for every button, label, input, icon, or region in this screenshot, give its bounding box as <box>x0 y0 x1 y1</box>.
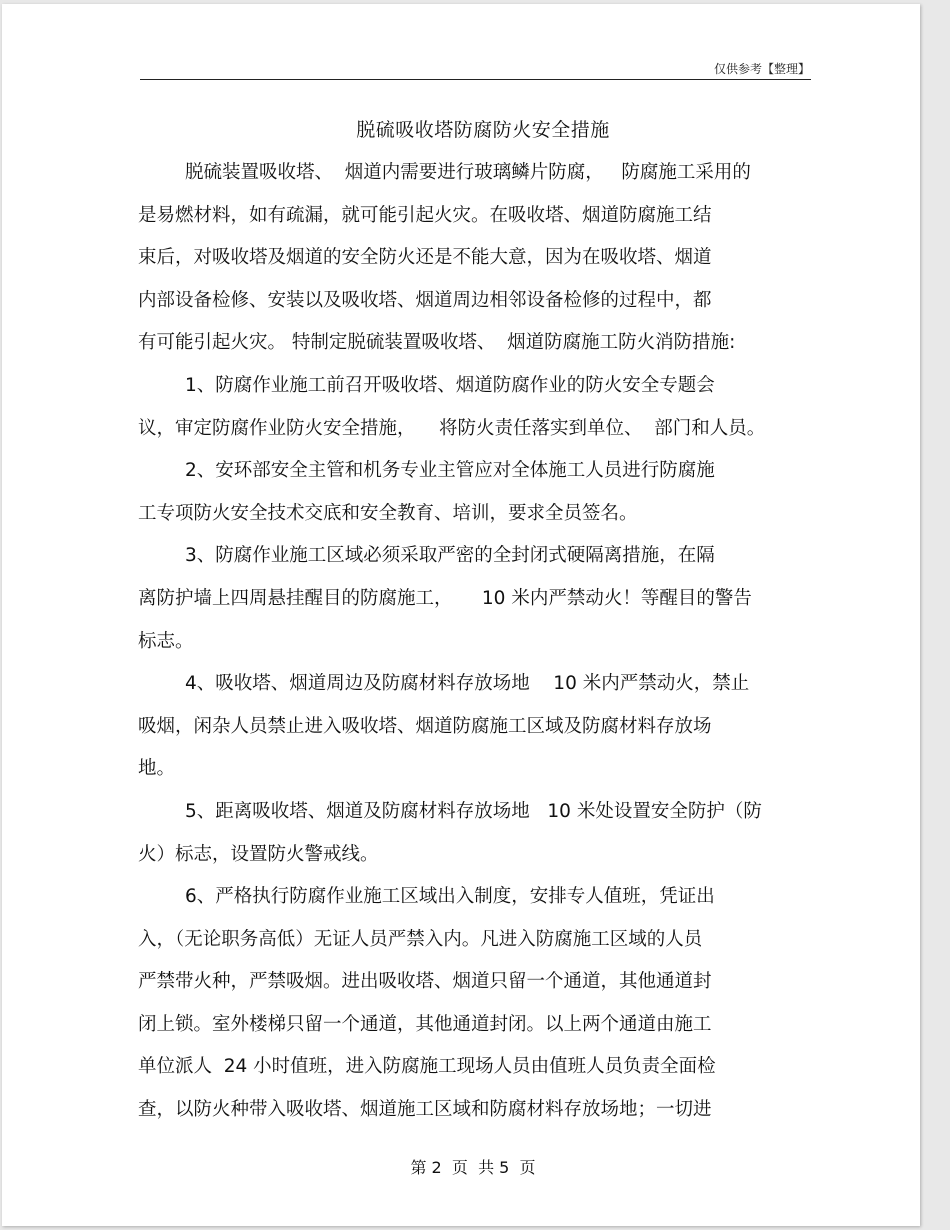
body-line: 单位派人 24 小时值班，进入防腐施工现场人员由值班人员负责全面检 <box>138 1056 716 1078</box>
body-line: 严禁带火种，严禁吸烟。进出吸收塔、烟道只留一个通道，其他通道封 <box>138 971 712 993</box>
body-line: 4、吸收塔、烟道周边及防腐材料存放场地 10 米内严禁动火，禁止 <box>185 673 750 695</box>
body-line: 内部设备检修、安装以及吸收塔、烟道周边相邻设备检修的过程中，都 <box>138 289 712 311</box>
body-line: 有可能引起火灾。 特制定脱硫装置吸收塔、 烟道防腐施工防火消防措施: <box>138 332 736 354</box>
body-line: 束后，对吸收塔及烟道的安全防火还是不能大意，因为在吸收塔、烟道 <box>138 247 712 269</box>
header-note: 仅供参考【整理】 <box>713 62 810 76</box>
body-line: 1、防腐作业施工前召开吸收塔、烟道防腐作业的防火安全专题会 <box>185 374 715 396</box>
body-line: 5、距离吸收塔、烟道及防腐材料存放场地 10 米处设置安全防护（防 <box>185 800 762 822</box>
body-line: 3、防腐作业施工区域必须采取严密的全封闭式硬隔离措施，在隔 <box>185 545 715 567</box>
body-line: 火）标志，设置防火警戒线。 <box>138 843 379 865</box>
body-line: 闭上锁。室外楼梯只留一个通道，其他通道封闭。以上两个通道由施工 <box>138 1013 712 1035</box>
body-line: 议，审定防腐作业防火安全措施， 将防火责任落实到单位、 部门和人员。 <box>138 417 766 439</box>
body-line: 地。 <box>138 758 176 780</box>
header-rule <box>140 79 811 80</box>
body-line: 查，以防火种带入吸收塔、烟道施工区域和防腐材料存放场地；一切进 <box>138 1099 712 1121</box>
page-footer: 第 2 页 共 5 页 <box>410 1158 536 1177</box>
body-line: 2、安环部安全主管和机务专业主管应对全体施工人员进行防腐施 <box>185 460 715 482</box>
body-line: 吸烟，闲杂人员禁止进入吸收塔、烟道防腐施工区域及防腐材料存放场 <box>138 715 712 737</box>
body-line: 脱硫装置吸收塔、 烟道内需要进行玻璃鳞片防腐， 防腐施工采用的 <box>185 162 751 183</box>
body-line: 是易燃材料，如有疏漏，就可能引起火灾。在吸收塔、烟道防腐施工结 <box>138 204 712 226</box>
body-line: 6、严格执行防腐作业施工区域出入制度，安排专人值班，凭证出 <box>185 886 715 908</box>
body-line: 离防护墙上四周悬挂醒目的防腐施工， 10 米内严禁动火！等醒目的警告 <box>138 587 752 609</box>
body-line: 标志。 <box>138 630 194 652</box>
body-line: 入，（无论职务高低）无证人员严禁入内。凡进入防腐施工区域的人员 <box>138 928 703 950</box>
body-line: 工专项防火安全技术交底和安全教育、培训，要求全员签名。 <box>138 502 638 524</box>
document-body <box>138 152 818 1132</box>
document-title: 脱硫吸收塔防腐防火安全措施 <box>356 119 610 141</box>
